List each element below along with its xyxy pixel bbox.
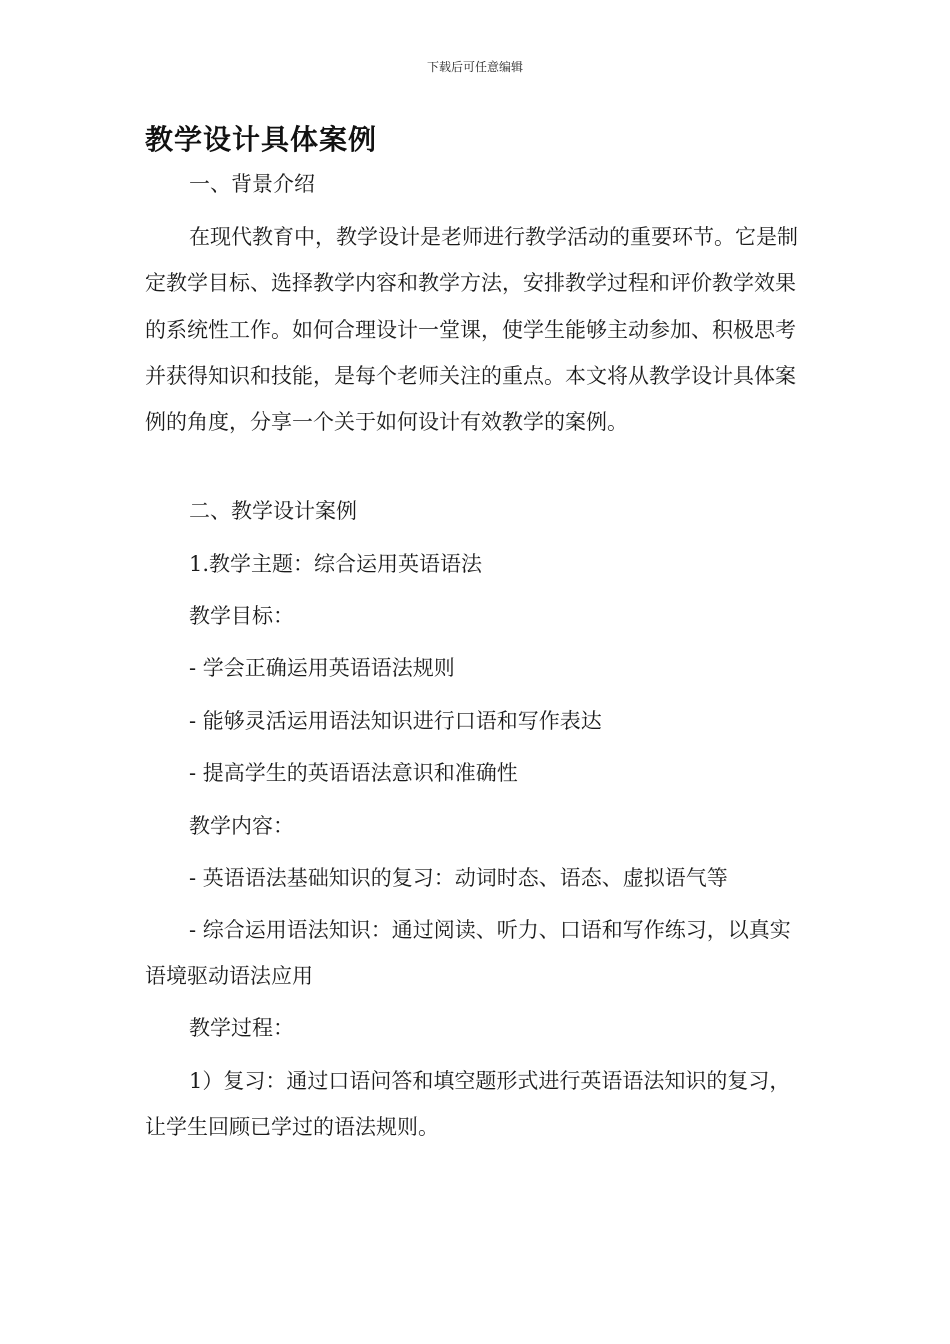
process-heading: 教学过程： xyxy=(189,1016,294,1040)
section-heading-case: 二、教学设计案例 xyxy=(189,499,357,523)
document-title: 教学设计具体案例 xyxy=(145,123,378,156)
section-heading-background: 一、背景介绍 xyxy=(189,172,315,196)
teaching-topic: 1.教学主题：综合运用英语语法 xyxy=(189,552,483,576)
page-header-note: 下载后可任意编辑 xyxy=(426,60,523,74)
process-item: 1）复习：通过口语问答和填空题形式进行英语语法知识的复习，让学生回顾已学过的语法规则。 xyxy=(145,1069,791,1139)
objective-item: - 提高学生的英语语法意识和准确性 xyxy=(189,761,518,785)
objectives-heading: 教学目标： xyxy=(189,604,294,628)
content-heading: 教学内容： xyxy=(189,814,294,838)
content-item: - 英语语法基础知识的复习：动词时态、语态、虚拟语气等 xyxy=(189,866,728,890)
objective-item: - 学会正确运用英语语法规则 xyxy=(189,656,455,680)
content-item: - 综合运用语法知识：通过阅读、听力、口语和写作练习，以真实语境驱动语法应用 xyxy=(145,918,791,988)
objective-item: - 能够灵活运用语法知识进行口语和写作表达 xyxy=(189,709,602,733)
intro-paragraph: 在现代教育中，教学设计是老师进行教学活动的重要环节。它是制定教学目标、选择教学内容和教学方法，安排教学过程和评价教学效果的系统性工作。如何合理设计一堂课，使学生能够主动参加、积极思考并获得知识和技能，是每个老师关注的重点。本文将从教学设计具体案例的角度，分享一个关于如何设计有效教学的案例。 xyxy=(145,225,798,435)
